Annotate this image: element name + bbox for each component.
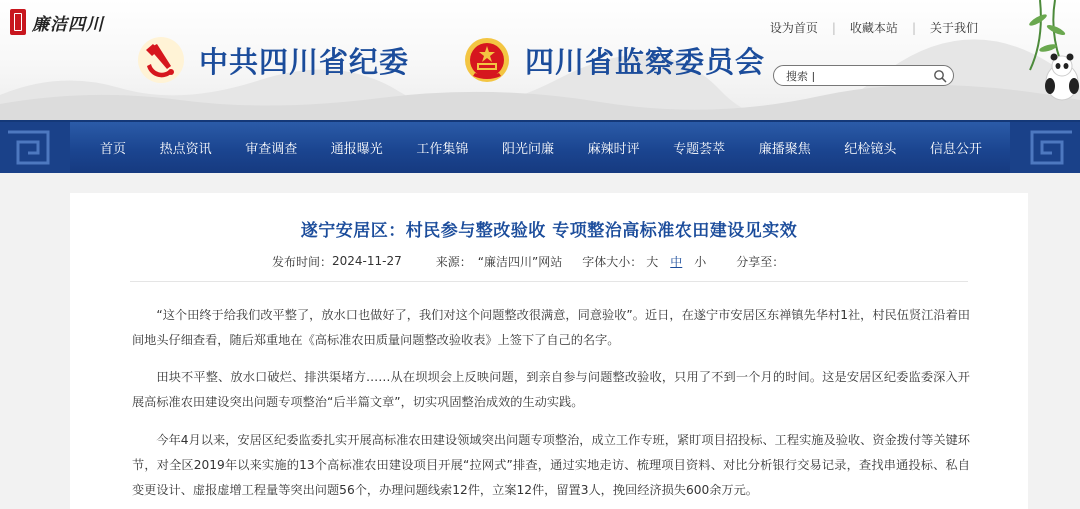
about-us-link[interactable]: 关于我们 xyxy=(929,21,978,35)
article-meta xyxy=(272,253,784,269)
source-label: 来源： xyxy=(435,254,472,269)
top-links xyxy=(756,19,992,36)
font-size-large-button[interactable]: 大 xyxy=(646,254,659,269)
top-link-separator: | xyxy=(911,20,916,35)
article-paragraph: 今年4月以来，安居区纪委监委扎实开展高标准农田建设领域突出问题专项整治，成立工作专班，紧盯项目招投标、工程实施及验收、资金拨付等关键环节，对全区2019年以来实施的13个高标准农田建设项目开展“拉网式”排查，通过实地走访、梳理项目资料、对比分析银行交易记录，查找串通投标、私自变更设计、虚报虚增工程量等突出问题56个，办理问题线索12件，立案12件，留置3人，挽回经济损失600余万元。 xyxy=(132,433,970,497)
bookmark-link[interactable]: 收藏本站 xyxy=(849,21,898,35)
nav-item-broadcast[interactable]: 廉播聚焦 xyxy=(758,142,811,157)
nav-item-work-highlights[interactable]: 工作集锦 xyxy=(416,142,469,157)
brand-logo[interactable] xyxy=(10,8,104,36)
main-navigation xyxy=(0,120,1080,173)
font-size-small-button[interactable]: 小 xyxy=(694,254,707,269)
article-title: 遂宁安居区：村民参与整改验收 专项整治高标准农田建设见实效 xyxy=(300,221,798,241)
nav-item-commentary[interactable]: 麻辣时评 xyxy=(587,142,640,157)
publish-date-label: 发布时间： xyxy=(272,254,333,269)
nav-item-hot-news[interactable]: 热点资讯 xyxy=(159,142,212,157)
hammer-sickle-icon xyxy=(137,36,185,84)
brand-text: 廉洁四川 xyxy=(32,14,104,35)
search-input[interactable] xyxy=(786,69,933,82)
article-container xyxy=(70,193,1028,509)
font-size-medium-button[interactable]: 中 xyxy=(670,254,683,269)
national-emblem-icon xyxy=(463,36,511,84)
fret-pattern-right xyxy=(1010,122,1080,173)
panda-bamboo-decoration xyxy=(1000,0,1080,120)
party-commission-brand[interactable] xyxy=(137,30,409,90)
nav-item-sunshine-inquiry[interactable]: 阳光问廉 xyxy=(501,142,554,157)
source-value: “廉洁四川”网站 xyxy=(477,254,563,269)
nav-item-investigation[interactable]: 审查调查 xyxy=(245,142,298,157)
nav-item-home[interactable]: 首页 xyxy=(100,142,127,157)
set-homepage-link[interactable]: 设为首页 xyxy=(769,21,818,35)
publish-date: 2024-11-27 xyxy=(332,254,402,268)
brand-seal-icon xyxy=(10,9,26,35)
nav-items xyxy=(70,122,1010,173)
nav-item-lens[interactable]: 纪检镜头 xyxy=(844,142,897,157)
nav-item-topics[interactable]: 专题荟萃 xyxy=(673,142,726,157)
meta-divider xyxy=(130,281,968,282)
site-header xyxy=(0,0,1080,120)
font-size-label: 字体大小： xyxy=(582,254,643,269)
search-icon[interactable] xyxy=(933,69,947,83)
search-box xyxy=(773,65,954,86)
fret-pattern-left xyxy=(0,122,70,173)
supervision-commission-brand[interactable] xyxy=(463,30,765,90)
nav-item-exposure[interactable]: 通报曝光 xyxy=(330,142,383,157)
top-link-separator: | xyxy=(831,20,836,35)
supervision-commission-title: 四川省监察委员会 xyxy=(525,44,766,79)
article-paragraph: 田块不平整、放水口破烂、排洪渠堵方……从在坝坝会上反映问题，到亲自参与问题整改验收，只用了不到一个月的时间。这是安居区纪委监委深入开展高标准农田建设突出问题专项整治“后半篇文章”，切实巩固整治成效的生动实践。 xyxy=(132,370,970,409)
article-paragraph: “这个田终于给我们改平整了，放水口也做好了，我们对这个问题整改很满意，同意验收”。近日，在遂宁市安居区东禅镇先华村1社，村民伍贤江沿着田间地头仔细查看，随后郑重地在《高标准农田质量问题整改验收表》上签下了自己的名字。 xyxy=(132,308,970,347)
party-commission-title: 中共四川省纪委 xyxy=(199,44,410,79)
share-label: 分享至： xyxy=(736,254,785,269)
nav-item-disclosure[interactable]: 信息公开 xyxy=(929,142,982,157)
